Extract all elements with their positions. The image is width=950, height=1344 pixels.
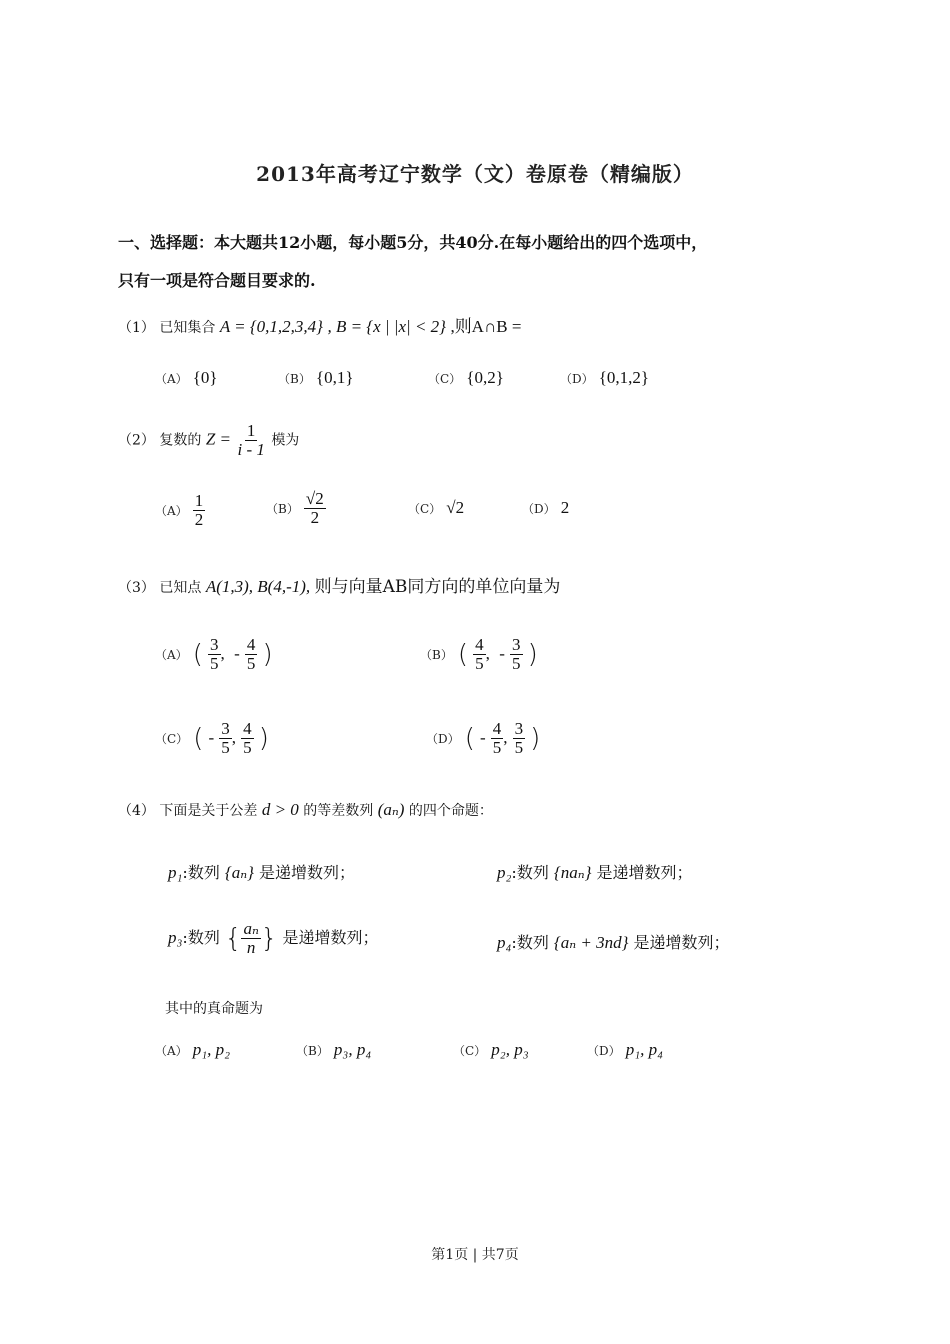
question-tail: 则与向量AB同方向的单位向量为	[314, 577, 561, 597]
option-b: （B） {0,1}	[278, 368, 354, 387]
section-heading-line1: 一、选择题：本大题共12小题，每小题5分，共40分.在每小题给出的四个选项中，	[118, 233, 708, 252]
option-c: （C） {0,2}	[428, 368, 504, 387]
set-a: A = {0,1,2,3,4}	[219, 317, 323, 336]
complex-z: Z =	[205, 429, 232, 449]
condition: d > 0	[261, 800, 299, 819]
question-text: 已知集合	[159, 320, 216, 336]
proposition-p3: p₃:数列 { $\frac{\text{aₙ}}{n}$ } 是递增数列；	[168, 919, 379, 957]
question-number: （1）	[118, 320, 155, 336]
option-c: （C） p₂, p₃	[453, 1040, 529, 1059]
option-a: （A） {0}	[155, 368, 218, 387]
page-title: 2013年高考辽宁数学（文）卷原卷（精编版）	[256, 162, 694, 186]
option-b: （B） $\frac{√2}{2}$	[266, 489, 324, 527]
option-a: （A） p₁, p₂	[155, 1040, 231, 1059]
fraction: $\frac{1}{i - 1}$	[237, 421, 265, 459]
proposition-p2: p₂:数列 {naₙ} 是递增数列；	[497, 863, 693, 882]
question-3	[118, 572, 560, 597]
option-d: （D） {0,1,2}	[560, 368, 650, 387]
option-d: （D） 2	[522, 498, 570, 517]
question-2	[118, 422, 299, 459]
question-number: （2）	[118, 432, 155, 449]
set-b: , B = {x | |x| < 2}	[327, 317, 446, 336]
option-c: （C） ( - $\frac{3}{5}$ , $\frac{4}{5}$ )	[155, 719, 269, 757]
page-footer: 第1页 | 共7页	[431, 1247, 519, 1263]
option-a: （A） ( $\frac{3}{5}$ , - $\frac{4}{5}$ )	[155, 635, 273, 673]
option-a: （A） $\frac{1}{2}$	[155, 491, 204, 529]
question-tail: ,则A∩B =	[450, 317, 522, 336]
option-d: （D） p₁, p₄	[587, 1040, 664, 1059]
question-4-prompt: 其中的真命题为	[165, 1001, 263, 1017]
section-heading-line2: 只有一项是符合题目要求的.	[118, 271, 316, 290]
option-c: （C） √2	[408, 498, 465, 517]
sequence: (aₙ)	[377, 800, 405, 819]
question-tail: 模为	[271, 432, 300, 449]
question-text: 已知点	[159, 580, 202, 596]
option-d: （D） ( - $\frac{4}{5}$ , $\frac{3}{5}$ )	[426, 719, 541, 757]
question-text: 复数的	[159, 432, 202, 449]
proposition-p4: p₄:数列 {aₙ + 3nd} 是递增数列；	[497, 933, 730, 952]
question-number: （4）	[118, 803, 155, 819]
question-4: （4） 下面是关于公差 d > 0 的等差数列 (aₙ) 的四个命题：	[118, 800, 493, 819]
points: A(1,3), B(4,-1),	[205, 577, 311, 596]
question-number: （3）	[118, 580, 155, 596]
question-1	[118, 312, 521, 337]
option-b: （B） p₃, p₄	[296, 1040, 372, 1059]
proposition-p1: p₁:数列 {aₙ} 是递增数列；	[168, 863, 356, 882]
option-b: （B） ( $\frac{4}{5}$ , - $\frac{3}{5}$ )	[420, 635, 538, 673]
